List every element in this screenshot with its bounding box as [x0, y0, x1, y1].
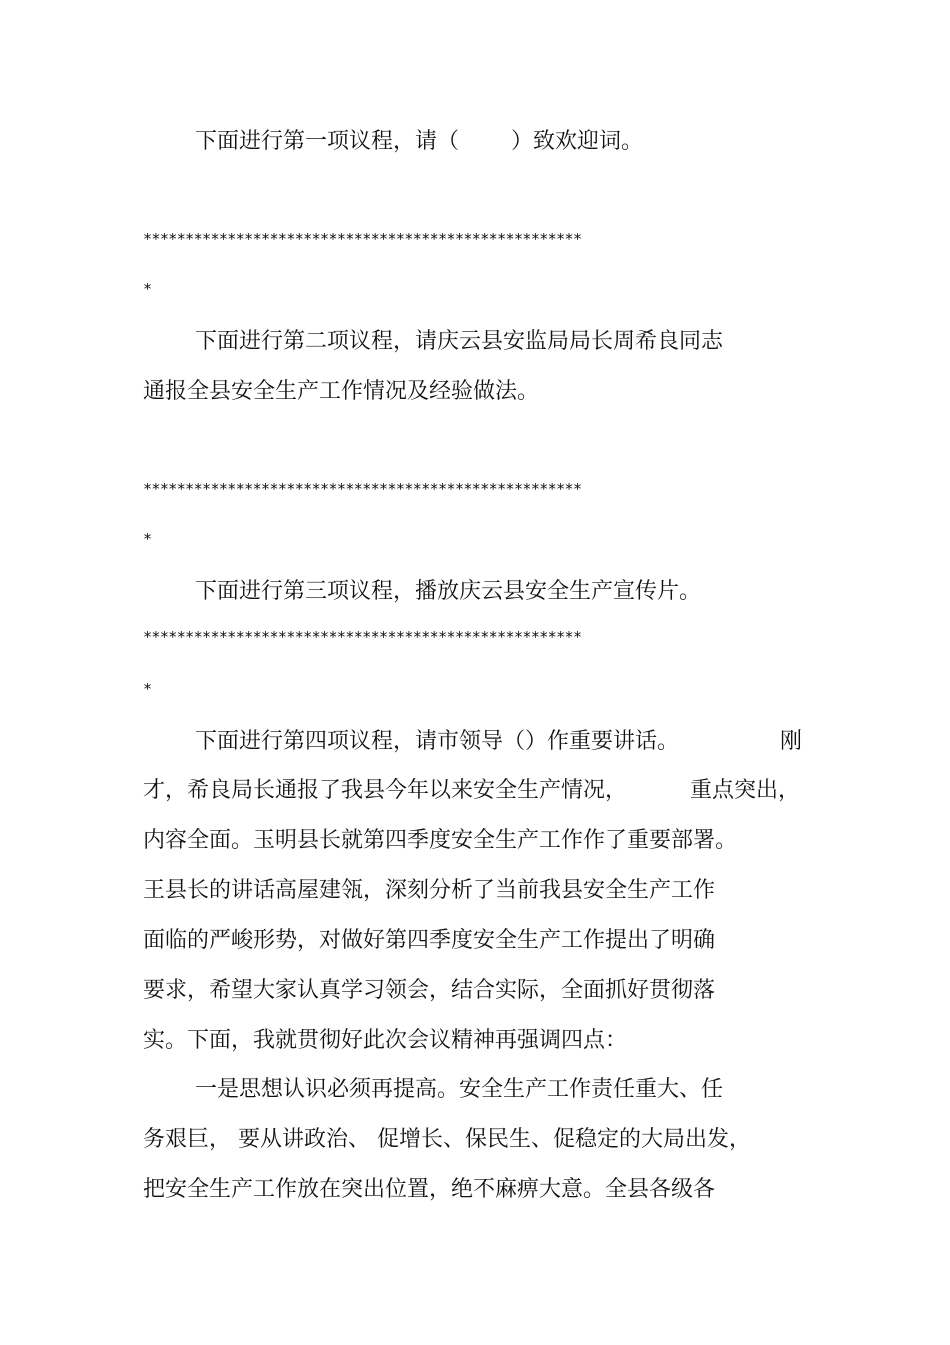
- point-1-line-3: 把安全生产工作放在突出位置，绝不麻痹大意。全县各级各: [143, 1177, 716, 1202]
- agenda-item-1: [195, 127, 643, 157]
- separator-stars-tail: *: [143, 680, 152, 698]
- agenda-item-4-line-4: 王县长的讲话高屋建瓴，深刻分析了当前我县安全生产工作: [143, 878, 716, 903]
- point-1-line-2: 务艰巨， 要从讲政治、 促增长、保民生、促稳定的大局出发，: [143, 1127, 751, 1152]
- agenda-item-3-line-1: 下面进行第三项议程，播放庆云县安全生产宣传片。: [195, 579, 702, 604]
- point-1-line-1: 一是思想认识必须再提高。安全生产工作责任重大、任: [195, 1077, 724, 1102]
- agenda-item-4-line-2-tail: 重点突出，: [690, 778, 801, 803]
- agenda-item-4-line-6: 要求，希望大家认真学习领会，结合实际，全面抓好贯彻落: [143, 978, 716, 1003]
- agenda-item-4-line-1: [195, 727, 679, 757]
- separator-stars-tail: *: [143, 530, 152, 548]
- agenda-item-4-line-1-text: 下面进行第四项议程，请市领导（）作重要讲话。: [195, 729, 680, 754]
- agenda-item-1-text-after: ）致欢迎词。: [511, 129, 644, 154]
- agenda-item-4-line-3: 内容全面。玉明县长就第四季度安全生产工作作了重要部署。: [143, 828, 738, 853]
- agenda-item-2-line-1: 下面进行第二项议程，请庆云县安监局局长周希良同志: [195, 329, 724, 354]
- separator-stars: ****************************************************: [143, 230, 582, 248]
- agenda-item-4-line-7: 实。下面，我就贯彻好此次会议精神再强调四点：: [143, 1028, 628, 1053]
- agenda-item-2-line-2: 通报全县安全生产工作情况及经验做法。: [143, 379, 540, 404]
- separator-stars-tail: *: [143, 280, 152, 298]
- separator-stars: ****************************************************: [143, 628, 582, 646]
- agenda-item-4-line-1-tail: 刚: [780, 729, 803, 754]
- agenda-item-4-line-5: 面临的严峻形势，对做好第四季度安全生产工作提出了明确: [143, 928, 716, 953]
- agenda-item-1-text-before: 下面进行第一项议程，请（: [195, 129, 460, 154]
- separator-stars: ****************************************************: [143, 480, 582, 498]
- agenda-item-4-line-2: 才，希良局长通报了我县今年以来安全生产情况，: [143, 778, 628, 803]
